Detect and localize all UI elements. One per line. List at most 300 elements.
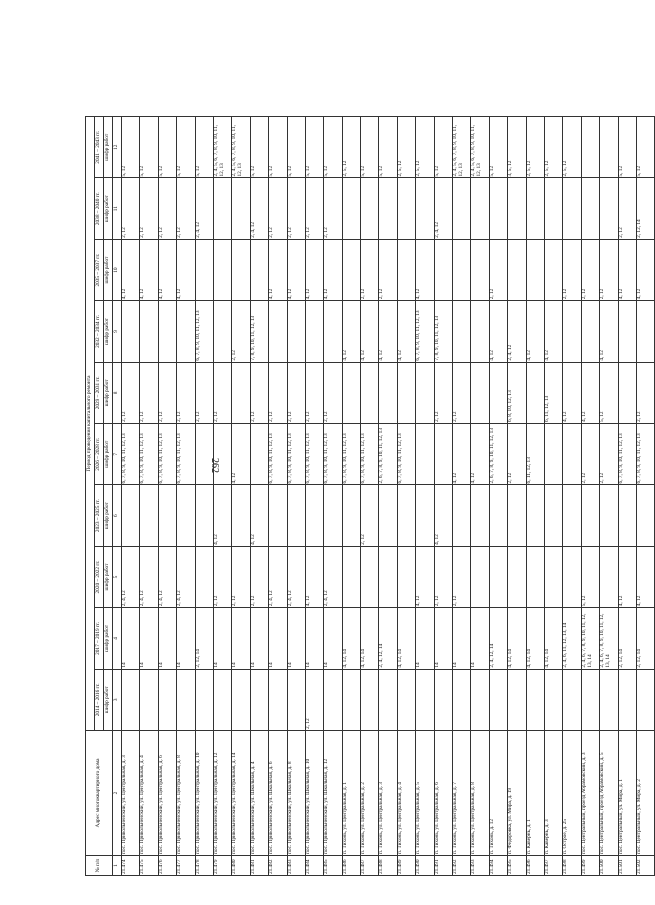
work-code-cell: [379, 178, 397, 239]
work-code-cell: [213, 178, 231, 239]
work-code-cell: [195, 485, 213, 546]
header-address: Адрес многоквартирного дома: [86, 731, 113, 856]
work-code-cell: [305, 485, 323, 546]
work-code-cell: 4, 12: [177, 239, 195, 300]
work-code-cell: 2, 12: [361, 239, 379, 300]
work-code-cell: 4, 12: [618, 239, 636, 300]
repair-schedule-table: [85, 116, 655, 876]
table-row: [636, 117, 654, 876]
header-subtitle: шифр работ: [104, 546, 113, 607]
work-code-cell: 2, 12: [379, 239, 397, 300]
row-number: 21.493: [471, 856, 489, 876]
work-code-cell: 5, 12: [177, 117, 195, 178]
row-address: п. Федоровка, ул. Мира, д. 19: [508, 731, 526, 856]
row-address: п. Кавернь, д. 3: [544, 731, 562, 856]
work-code-cell: 2, 12: [158, 178, 176, 239]
work-code-cell: [489, 362, 507, 423]
header-period: 2038 – 2040 гг.: [95, 178, 104, 239]
work-code-cell: 4, 12: [636, 546, 654, 607]
header-period: 2029 – 2031 гг.: [95, 362, 104, 423]
work-code-cell: 7, 8, 9, 10, 11, 12, 13: [434, 301, 452, 362]
work-code-cell: [140, 301, 158, 362]
work-code-cell: [195, 546, 213, 607]
table-row: [177, 117, 195, 876]
header-col-index: 10: [113, 239, 122, 300]
work-code-cell: [600, 546, 618, 607]
work-code-cell: [140, 485, 158, 546]
work-code-cell: [397, 485, 415, 546]
work-code-cell: [471, 178, 489, 239]
table-row: [618, 117, 636, 876]
work-code-cell: 2, 12: [287, 362, 305, 423]
work-code-cell: 2, 12: [213, 546, 231, 607]
work-code-cell: 2, 5, 12: [544, 117, 562, 178]
work-code-cell: 2, 12: [269, 178, 287, 239]
table-row: [324, 117, 342, 876]
header-col-index: 2: [113, 731, 122, 856]
header-subtitle: шифр работ: [104, 301, 113, 362]
work-code-cell: 2, 4, 12: [269, 546, 287, 607]
work-code-cell: [213, 669, 231, 730]
table-row: [581, 117, 599, 876]
work-code-cell: 2, 12: [361, 485, 379, 546]
work-code-cell: 2, 4, 12, 14: [379, 608, 397, 669]
work-code-cell: [600, 178, 618, 239]
work-code-cell: [581, 178, 599, 239]
header-subtitle: шифр работ: [104, 239, 113, 300]
work-code-cell: [453, 239, 471, 300]
row-address: пос. Центральный, ул. Мира, д. 2: [636, 731, 654, 856]
work-code-cell: 4, 12: [489, 301, 507, 362]
work-code-cell: [544, 178, 562, 239]
work-code-cell: 6, 7, 8, 9, 10, 11, 12, 13: [361, 424, 379, 485]
work-code-cell: 2, 12: [232, 546, 250, 607]
work-code-cell: [600, 669, 618, 730]
work-code-cell: [544, 485, 562, 546]
header-subtitle: шифр работ: [104, 424, 113, 485]
work-code-cell: [563, 485, 581, 546]
work-code-cell: 2, 12: [177, 178, 195, 239]
header-period: 2023 – 2025 гг.: [95, 485, 104, 546]
work-code-cell: [361, 669, 379, 730]
work-code-cell: [526, 362, 544, 423]
work-code-cell: 2, 12: [158, 362, 176, 423]
header-subtitle: шифр работ: [104, 117, 113, 178]
work-code-cell: [250, 239, 268, 300]
work-code-cell: 2, 12, 14: [618, 608, 636, 669]
header-period: 2020 – 2022 гг.: [95, 546, 104, 607]
work-code-cell: 2, 12: [232, 301, 250, 362]
row-number: 21.487: [361, 856, 379, 876]
work-code-cell: [379, 362, 397, 423]
row-number: 21.475: [140, 856, 158, 876]
row-address: п. Тихонь, ул. Центральная, д. 8: [471, 731, 489, 856]
row-number: 21.474: [122, 856, 140, 876]
work-code-cell: [232, 669, 250, 730]
work-code-cell: [232, 362, 250, 423]
work-code-cell: 4, 12: [140, 239, 158, 300]
work-code-cell: 4, 12, 14: [342, 608, 360, 669]
work-code-cell: 14: [232, 608, 250, 669]
row-number: 21.488: [379, 856, 397, 876]
work-code-cell: [581, 669, 599, 730]
work-code-cell: 5, 12: [434, 117, 452, 178]
work-code-cell: 2, 12, 14: [195, 608, 213, 669]
work-code-cell: [287, 485, 305, 546]
row-address: пос. Привольненский, ул. Школьная, д. 8: [287, 731, 305, 856]
work-code-cell: 6, 7, 8, 9, 10, 11, 12, 13: [287, 424, 305, 485]
table-row: [287, 117, 305, 876]
header-period: 2017 – 2019 гг.: [95, 608, 104, 669]
table-row: [453, 117, 471, 876]
table-row: [342, 117, 360, 876]
work-code-cell: [397, 239, 415, 300]
work-code-cell: [269, 301, 287, 362]
work-code-cell: 14: [324, 608, 342, 669]
work-code-cell: 6, 7, 8, 9, 10, 11, 12, 13: [177, 424, 195, 485]
row-number: 21.477: [177, 856, 195, 876]
header-subtitle: шифр работ: [104, 362, 113, 423]
work-code-cell: 4, 12, 14: [526, 608, 544, 669]
work-code-cell: [544, 546, 562, 607]
work-code-cell: 4, 12: [636, 239, 654, 300]
work-code-cell: [140, 669, 158, 730]
work-code-cell: 2, 5, 12: [416, 117, 434, 178]
work-code-cell: 5, 12: [600, 362, 618, 423]
work-code-cell: [600, 485, 618, 546]
header-col-index: 6: [113, 485, 122, 546]
work-code-cell: 2, 12: [581, 239, 599, 300]
work-code-cell: [122, 669, 140, 730]
work-code-cell: 14: [287, 608, 305, 669]
work-code-cell: [434, 669, 452, 730]
work-code-cell: 6, 7, 8, 9, 10, 11, 12, 13: [397, 424, 415, 485]
work-code-cell: 2, 4, 12: [324, 546, 342, 607]
work-code-cell: [213, 301, 231, 362]
work-code-cell: [232, 239, 250, 300]
table-row: [232, 117, 250, 876]
header-col-index: 7: [113, 424, 122, 485]
work-code-cell: 5, 12: [158, 117, 176, 178]
header-subtitle: шифр работ: [104, 485, 113, 546]
row-address: пос. Центральный, ул. Мира, д. 1: [618, 731, 636, 856]
work-code-cell: 2, 4, 6, 7, 8, 9, 10, 11, 12, 13, 14: [581, 608, 599, 669]
work-code-cell: 2, 12: [305, 178, 323, 239]
table-row: [544, 117, 562, 876]
work-code-cell: [177, 669, 195, 730]
work-code-cell: 4, 12: [471, 424, 489, 485]
work-code-cell: 5, 12: [305, 117, 323, 178]
work-code-cell: 4, 12, 14: [361, 608, 379, 669]
work-code-cell: [287, 301, 305, 362]
header-col-index: 5: [113, 546, 122, 607]
work-code-cell: [471, 546, 489, 607]
work-code-cell: 2, 5, 12: [342, 117, 360, 178]
work-code-cell: 5, 12: [618, 117, 636, 178]
row-number: 21.498: [563, 856, 581, 876]
row-number: 21.486: [342, 856, 360, 876]
table-row: [213, 117, 231, 876]
work-code-cell: 2, 4, 5, 6, 7, 8, 9, 10, 11, 12, 13: [453, 117, 471, 178]
work-code-cell: [471, 669, 489, 730]
work-code-cell: [122, 485, 140, 546]
row-address: пос. Центральный, проезд Абрамовский, д. 5: [600, 731, 618, 856]
table-row: [489, 117, 507, 876]
work-code-cell: [416, 669, 434, 730]
work-code-cell: 4, 12: [158, 239, 176, 300]
work-code-cell: [416, 362, 434, 423]
work-code-cell: [361, 546, 379, 607]
work-code-cell: [453, 178, 471, 239]
row-address: пос. Привольненский, ул. Центральная, д. 3: [122, 731, 140, 856]
work-code-cell: 5, 12: [195, 117, 213, 178]
work-code-cell: [342, 485, 360, 546]
work-code-cell: [250, 669, 268, 730]
work-code-cell: [397, 546, 415, 607]
work-code-cell: [489, 669, 507, 730]
work-code-cell: [269, 669, 287, 730]
work-code-cell: 5, 12: [581, 546, 599, 607]
work-code-cell: 2, 4, 12: [177, 546, 195, 607]
table-row: [250, 117, 268, 876]
work-code-cell: 2, 4, 12: [122, 546, 140, 607]
work-code-cell: 6, 7, 8, 9, 10, 11, 12, 13: [269, 424, 287, 485]
work-code-cell: [618, 301, 636, 362]
table-row: [600, 117, 618, 876]
work-code-cell: 2, 12: [122, 362, 140, 423]
header-col-index: 9: [113, 301, 122, 362]
rotated-table-sheet: [85, 116, 642, 876]
work-code-cell: 4, 12: [618, 546, 636, 607]
work-code-cell: 4, 12: [269, 239, 287, 300]
work-code-cell: 14: [177, 608, 195, 669]
work-code-cell: 6, 7, 8, 9, 10, 11, 12, 13: [324, 424, 342, 485]
work-code-cell: 6, 7, 8, 9, 10, 11, 12, 13: [342, 424, 360, 485]
work-code-cell: 4, 12, 14: [397, 608, 415, 669]
work-code-cell: 2, 4, 6, 11, 12, 13, 14: [563, 608, 581, 669]
work-code-cell: 6, 7, 8, 9, 10, 11, 12, 13: [122, 424, 140, 485]
work-code-cell: 5, 12: [636, 117, 654, 178]
work-code-cell: 5, 12: [361, 117, 379, 178]
work-code-cell: [361, 178, 379, 239]
row-number: 21.496: [526, 856, 544, 876]
work-code-cell: 4, 12: [434, 485, 452, 546]
work-code-cell: 4, 12: [526, 301, 544, 362]
row-number: 21.482: [269, 856, 287, 876]
work-code-cell: [397, 178, 415, 239]
work-code-cell: [453, 485, 471, 546]
work-code-cell: 6, 7, 8, 9, 10, 11, 12, 13: [416, 301, 434, 362]
work-code-cell: [618, 485, 636, 546]
work-code-cell: [213, 424, 231, 485]
work-code-cell: [544, 669, 562, 730]
work-code-cell: [563, 301, 581, 362]
work-code-cell: [544, 424, 562, 485]
header-period: 2041 – 2043 гг.: [95, 117, 104, 178]
header-col-index: 4: [113, 608, 122, 669]
work-code-cell: 5, 12: [489, 117, 507, 178]
row-number: 21.490: [416, 856, 434, 876]
work-code-cell: [600, 117, 618, 178]
header-period-title: Период проведения капитального ремонта: [86, 117, 95, 731]
work-code-cell: 2, 12: [618, 178, 636, 239]
work-code-cell: 2, 12: [489, 239, 507, 300]
work-code-cell: [397, 669, 415, 730]
header-subtitle: шифр работ: [104, 608, 113, 669]
work-code-cell: 5, 12: [324, 117, 342, 178]
header-period: 2032 – 2034 гг.: [95, 301, 104, 362]
table-row: [122, 117, 140, 876]
work-code-cell: 2, 12: [269, 362, 287, 423]
work-code-cell: [305, 301, 323, 362]
work-code-cell: 2, 12: [453, 546, 471, 607]
work-code-cell: 3, 5, 12: [508, 117, 526, 178]
work-code-cell: [471, 362, 489, 423]
work-code-cell: 2, 4, 12: [158, 546, 176, 607]
work-code-cell: 4, 12: [600, 301, 618, 362]
row-number: 21.481: [250, 856, 268, 876]
work-code-cell: [379, 669, 397, 730]
row-number: 21.492: [453, 856, 471, 876]
work-code-cell: [250, 424, 268, 485]
work-code-cell: 6, 7, 8, 9, 10, 11, 12, 13: [195, 301, 213, 362]
work-code-cell: [526, 485, 544, 546]
work-code-cell: [489, 485, 507, 546]
work-code-cell: [379, 546, 397, 607]
work-code-cell: 6, 7, 8, 9, 10, 11, 12, 13: [618, 424, 636, 485]
work-code-cell: 2, 12: [508, 424, 526, 485]
table-row: [526, 117, 544, 876]
work-code-cell: 6, 7, 8, 9, 10, 11, 12, 13: [636, 424, 654, 485]
work-code-cell: 4, 12: [563, 362, 581, 423]
work-code-cell: [342, 669, 360, 730]
work-code-cell: [158, 301, 176, 362]
work-code-cell: 6, 7, 8, 9, 10, 11, 12, 13: [140, 424, 158, 485]
work-code-cell: [471, 301, 489, 362]
work-code-cell: 2, 5, 12: [563, 117, 581, 178]
work-code-cell: 4, 12: [342, 301, 360, 362]
work-code-cell: [526, 546, 544, 607]
work-code-cell: [526, 669, 544, 730]
work-code-cell: [269, 485, 287, 546]
work-code-cell: 6, 7, 8, 9, 10, 11, 12, 13: [305, 424, 323, 485]
work-code-cell: [342, 178, 360, 239]
work-code-cell: [563, 546, 581, 607]
work-code-cell: [342, 239, 360, 300]
work-code-cell: 6, 8, 10, 12, 13: [508, 362, 526, 423]
work-code-cell: [581, 301, 599, 362]
work-code-cell: [489, 546, 507, 607]
work-code-cell: [177, 485, 195, 546]
work-code-cell: 4, 12, 14: [544, 608, 562, 669]
work-code-cell: 6, 7, 8, 9, 10, 11, 12, 13: [158, 424, 176, 485]
work-code-cell: 5, 12: [250, 117, 268, 178]
header-subtitle: шифр работ: [104, 178, 113, 239]
work-code-cell: [581, 485, 599, 546]
work-code-cell: 14: [471, 608, 489, 669]
work-code-cell: 2, 5, 12: [526, 117, 544, 178]
work-code-cell: [618, 669, 636, 730]
row-address: п. Тихонь, ул. Центральная, д. 1: [342, 731, 360, 856]
row-address: пос. Привольненский, ул. Центральная, д. 12: [213, 731, 231, 856]
row-address: пос. Привольненский, ул. Центральная, д. 14: [232, 731, 250, 856]
work-code-cell: 6, 11, 12, 13: [544, 362, 562, 423]
work-code-cell: 2, 4, 12, 14: [489, 608, 507, 669]
header-col-index: 8: [113, 362, 122, 423]
row-number: 21.497: [544, 856, 562, 876]
table-row: [397, 117, 415, 876]
work-code-cell: [508, 485, 526, 546]
row-number: 21.501: [618, 856, 636, 876]
work-code-cell: [324, 301, 342, 362]
work-code-cell: 2, 6, 7, 8, 9, 10, 11, 12, 13: [379, 424, 397, 485]
work-code-cell: 5, 12: [379, 117, 397, 178]
work-code-cell: [563, 424, 581, 485]
header-col-index: 3: [113, 669, 122, 730]
work-code-cell: 4, 12: [379, 301, 397, 362]
work-code-cell: 4, 12: [287, 239, 305, 300]
work-code-cell: 14: [140, 608, 158, 669]
work-code-cell: 2, 6, 7, 8, 9, 10, 11, 12, 13: [489, 424, 507, 485]
work-code-cell: 14: [122, 608, 140, 669]
work-code-cell: [581, 117, 599, 178]
work-code-cell: 14: [416, 608, 434, 669]
row-address: пос. Привольненский, ул. Школьная, д. 12: [324, 731, 342, 856]
work-code-cell: [471, 239, 489, 300]
row-address: п. Тихонь, ул. Центральная, д. 6: [434, 731, 452, 856]
work-code-cell: [489, 178, 507, 239]
work-code-cell: 4, 12: [361, 301, 379, 362]
work-code-cell: 4, 12: [416, 239, 434, 300]
work-code-cell: [324, 485, 342, 546]
work-code-cell: 2, 12: [563, 239, 581, 300]
row-address: пос. Привольненский, ул. Школьная, д. 6: [269, 731, 287, 856]
work-code-cell: [158, 485, 176, 546]
table-row: [434, 117, 452, 876]
row-number: 21.494: [489, 856, 507, 876]
work-code-cell: [416, 424, 434, 485]
work-code-cell: 2, 4, 5, 6, 7, 8, 9, 10, 11, 12, 13: [213, 117, 231, 178]
work-code-cell: [324, 669, 342, 730]
row-address: п. Тихонь, ул. Центральная, д. 5: [416, 731, 434, 856]
work-code-cell: [508, 239, 526, 300]
work-code-cell: [526, 178, 544, 239]
work-code-cell: 2, 12: [140, 362, 158, 423]
work-code-cell: 4, 12: [544, 301, 562, 362]
work-code-cell: [342, 546, 360, 607]
row-number: 21.500: [600, 856, 618, 876]
work-code-cell: 2, 4, 12: [287, 546, 305, 607]
work-code-cell: [526, 239, 544, 300]
work-code-cell: [434, 239, 452, 300]
work-code-cell: 2, 12: [287, 178, 305, 239]
work-code-cell: 2, 4, 6, 7, 8, 9, 10, 11, 12, 13, 14: [600, 608, 618, 669]
work-code-cell: 5, 12: [269, 117, 287, 178]
table-row: [416, 117, 434, 876]
work-code-cell: 2, 12: [324, 362, 342, 423]
work-code-cell: 4, 12, 14: [508, 608, 526, 669]
table-row: [158, 117, 176, 876]
work-code-cell: [508, 669, 526, 730]
table-row: [305, 117, 323, 876]
header-num: № п/п: [86, 856, 113, 876]
work-code-cell: 2, 12: [195, 362, 213, 423]
work-code-cell: [434, 424, 452, 485]
work-code-cell: 2, 12: [434, 362, 452, 423]
work-code-cell: 4, 12: [250, 485, 268, 546]
work-code-cell: 14: [213, 608, 231, 669]
header-col-index: 11: [113, 178, 122, 239]
